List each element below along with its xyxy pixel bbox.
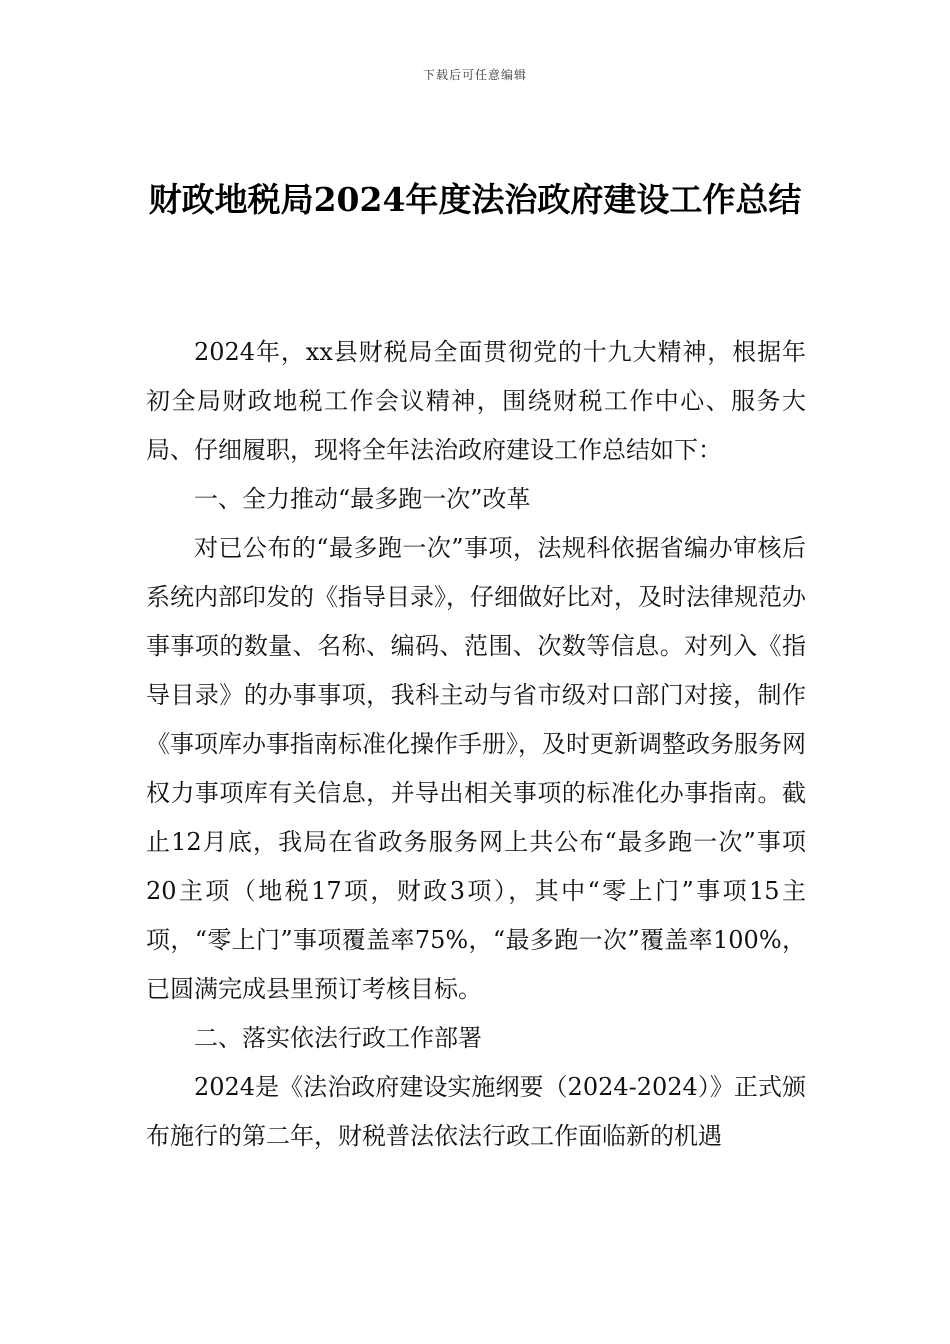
document-body bbox=[146, 328, 806, 1161]
section-heading-2: 二、落实依法行政工作部署 bbox=[194, 1024, 482, 1052]
section-heading-1: 一、全力推动“最多跑一次”改革 bbox=[194, 485, 531, 513]
paragraph-section-2: 2024是《法治政府建设实施纲要（2024-2024）》正式颁布施行的第二年，财税普法依法行政工作面临新的机遇 bbox=[146, 1073, 806, 1150]
paragraph-section-1: 对已公布的“最多跑一次”事项，法规科依据省编办审核后系统内部印发的《指导目录》，仔细做好比对，及时法律规范办事事项的数量、名称、编码、范围、次数等信息。对列入《指导目录》的办事事项，我科主动与省市级对口部门对接，制作《事项库办事指南标准化操作手册》，及时更新调整政务服务网权力事项库有关信息，并导出相关事项的标准化办事指南。截止12月底，我局在省政务服务网上共公布“最多跑一次”事项20主项（地税17项，财政3项），其中“零上门”事项15主项，“零上门”事项覆盖率75%，“最多跑一次”覆盖率100%，已圆满完成县里预订考核目标。 bbox=[146, 534, 806, 1003]
document-title: 财政地税局2024年度法治政府建设工作总结 bbox=[148, 180, 802, 219]
paragraph-intro: 2024年，xx县财税局全面贯彻党的十九大精神，根据年初全局财政地税工作会议精神，围绕财税工作中心、服务大局、仔细履职，现将全年法治政府建设工作总结如下： bbox=[146, 338, 806, 464]
header-note: 下载后可任意编辑 bbox=[422, 68, 527, 82]
